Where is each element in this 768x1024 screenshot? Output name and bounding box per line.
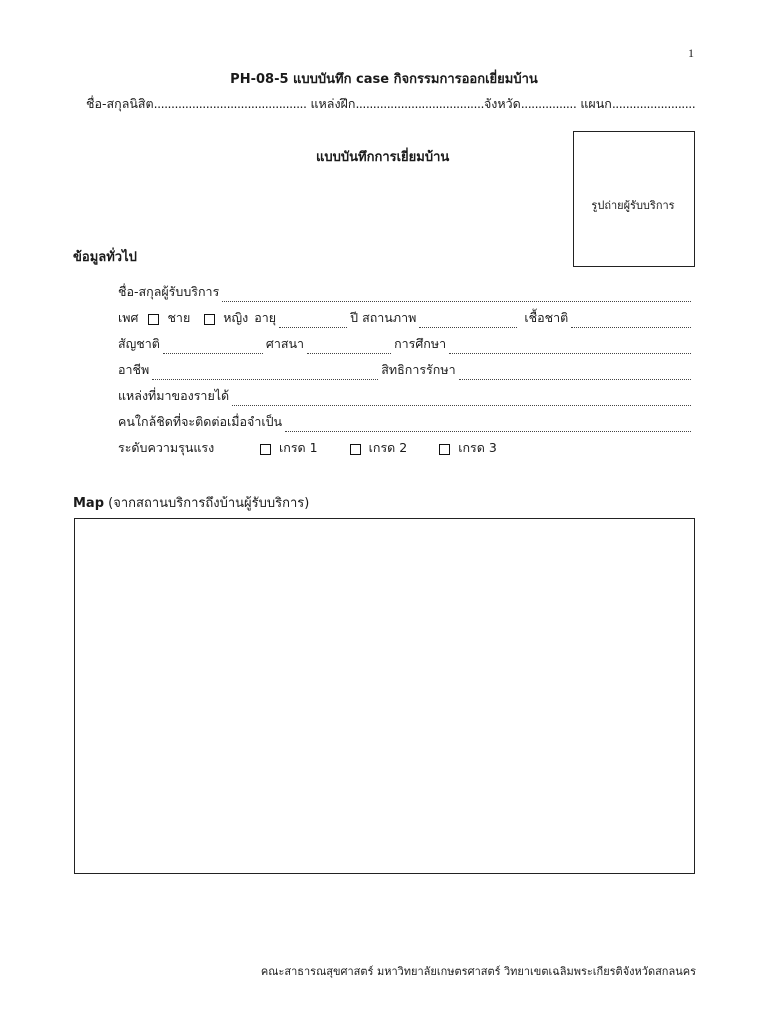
male-option[interactable] xyxy=(148,308,190,328)
emergency-contact-field[interactable] xyxy=(285,419,691,432)
education-field[interactable] xyxy=(449,341,691,354)
training-site-label: แหล่งฝึก xyxy=(310,96,356,111)
emergency-contact-row xyxy=(118,412,694,432)
document-title: PH-08-5 แบบบันทึก case กิจกรรมการออกเยี่ยมบ้าน xyxy=(230,72,538,87)
religion-field[interactable] xyxy=(307,341,391,354)
occupation-label: อาชีพ xyxy=(118,362,150,377)
income-source-label: แหล่งที่มาของรายได้ xyxy=(118,388,230,403)
grade3-option[interactable] xyxy=(439,438,497,458)
grade2-checkbox[interactable] xyxy=(350,444,361,455)
race-label: เชื้อชาติ xyxy=(524,310,569,325)
female-option[interactable] xyxy=(204,308,248,328)
grade2-option[interactable] xyxy=(350,438,408,458)
page-number: 1 xyxy=(688,46,694,60)
grade3-label: เกรด 3 xyxy=(458,440,497,455)
student-name-field[interactable]: ............................................ xyxy=(153,96,307,111)
grade1-label: เกรด 1 xyxy=(279,440,318,455)
marital-status-label: สถานภาพ xyxy=(362,310,417,325)
grade3-checkbox[interactable] xyxy=(439,444,450,455)
male-checkbox[interactable] xyxy=(148,314,159,325)
treatment-rights-label: สิทธิการรักษา xyxy=(381,362,456,377)
client-name-field[interactable] xyxy=(222,289,691,302)
nationality-field[interactable] xyxy=(163,341,263,354)
religion-label: ศาสนา xyxy=(265,336,305,351)
race-field[interactable] xyxy=(571,315,691,328)
years-label: ปี xyxy=(350,310,359,325)
grade2-label: เกรด 2 xyxy=(368,440,408,455)
occupation-row xyxy=(118,360,694,380)
form-title: แบบบันทึกการเยี่ยมบ้าน xyxy=(316,150,450,165)
male-label: ชาย xyxy=(167,310,191,325)
treatment-rights-field[interactable] xyxy=(459,367,691,380)
age-label: อายุ xyxy=(254,310,277,325)
header-fields xyxy=(86,94,695,114)
photo-label: รูปถ่ายผู้รับบริการ xyxy=(591,199,675,212)
female-checkbox[interactable] xyxy=(204,314,215,325)
section-general-info: ข้อมูลทั่วไป xyxy=(73,250,137,265)
emergency-contact-label: คนใกล้ชิดที่จะติดต่อเมื่อจำเป็น xyxy=(118,414,283,429)
client-name-label: ชื่อ-สกุลผู้รับบริการ xyxy=(118,284,220,299)
map-title xyxy=(73,492,309,513)
map-box[interactable] xyxy=(74,518,695,874)
income-source-field[interactable] xyxy=(232,393,691,406)
student-name-label: ชื่อ-สกุลนิสิต xyxy=(86,96,154,111)
occupation-field[interactable] xyxy=(152,367,378,380)
department-label: แผนก xyxy=(580,96,612,111)
severity-row xyxy=(118,438,694,458)
training-site-field[interactable]: ..................................... xyxy=(355,96,484,111)
age-field[interactable] xyxy=(279,315,347,328)
grade1-option[interactable] xyxy=(260,438,318,458)
map-label: Map xyxy=(73,496,105,511)
female-label: หญิง xyxy=(223,310,249,325)
education-label: การศึกษา xyxy=(394,336,447,351)
sex-age-row xyxy=(118,308,694,328)
department-field[interactable]: ........................ xyxy=(611,96,696,111)
nationality-label: สัญชาติ xyxy=(118,336,160,351)
province-label: จังหวัด xyxy=(483,96,521,111)
grade1-checkbox[interactable] xyxy=(260,444,271,455)
income-source-row xyxy=(118,386,694,406)
client-name-row xyxy=(118,282,694,302)
sex-label: เพศ xyxy=(118,310,139,325)
nationality-row xyxy=(118,334,694,354)
footer: คณะสาธารณสุขศาสตร์ มหาวิทยาลัยเกษตรศาสตร์ วิทยาเขตเฉลิมพระเกียรติจังหวัดสกลนคร xyxy=(260,965,696,978)
province-field[interactable]: ................ xyxy=(520,96,577,111)
marital-status-field[interactable] xyxy=(419,315,517,328)
severity-label: ระดับความรุนแรง xyxy=(118,440,215,455)
map-description: (จากสถานบริการถึงบ้านผู้รับบริการ) xyxy=(108,496,310,511)
